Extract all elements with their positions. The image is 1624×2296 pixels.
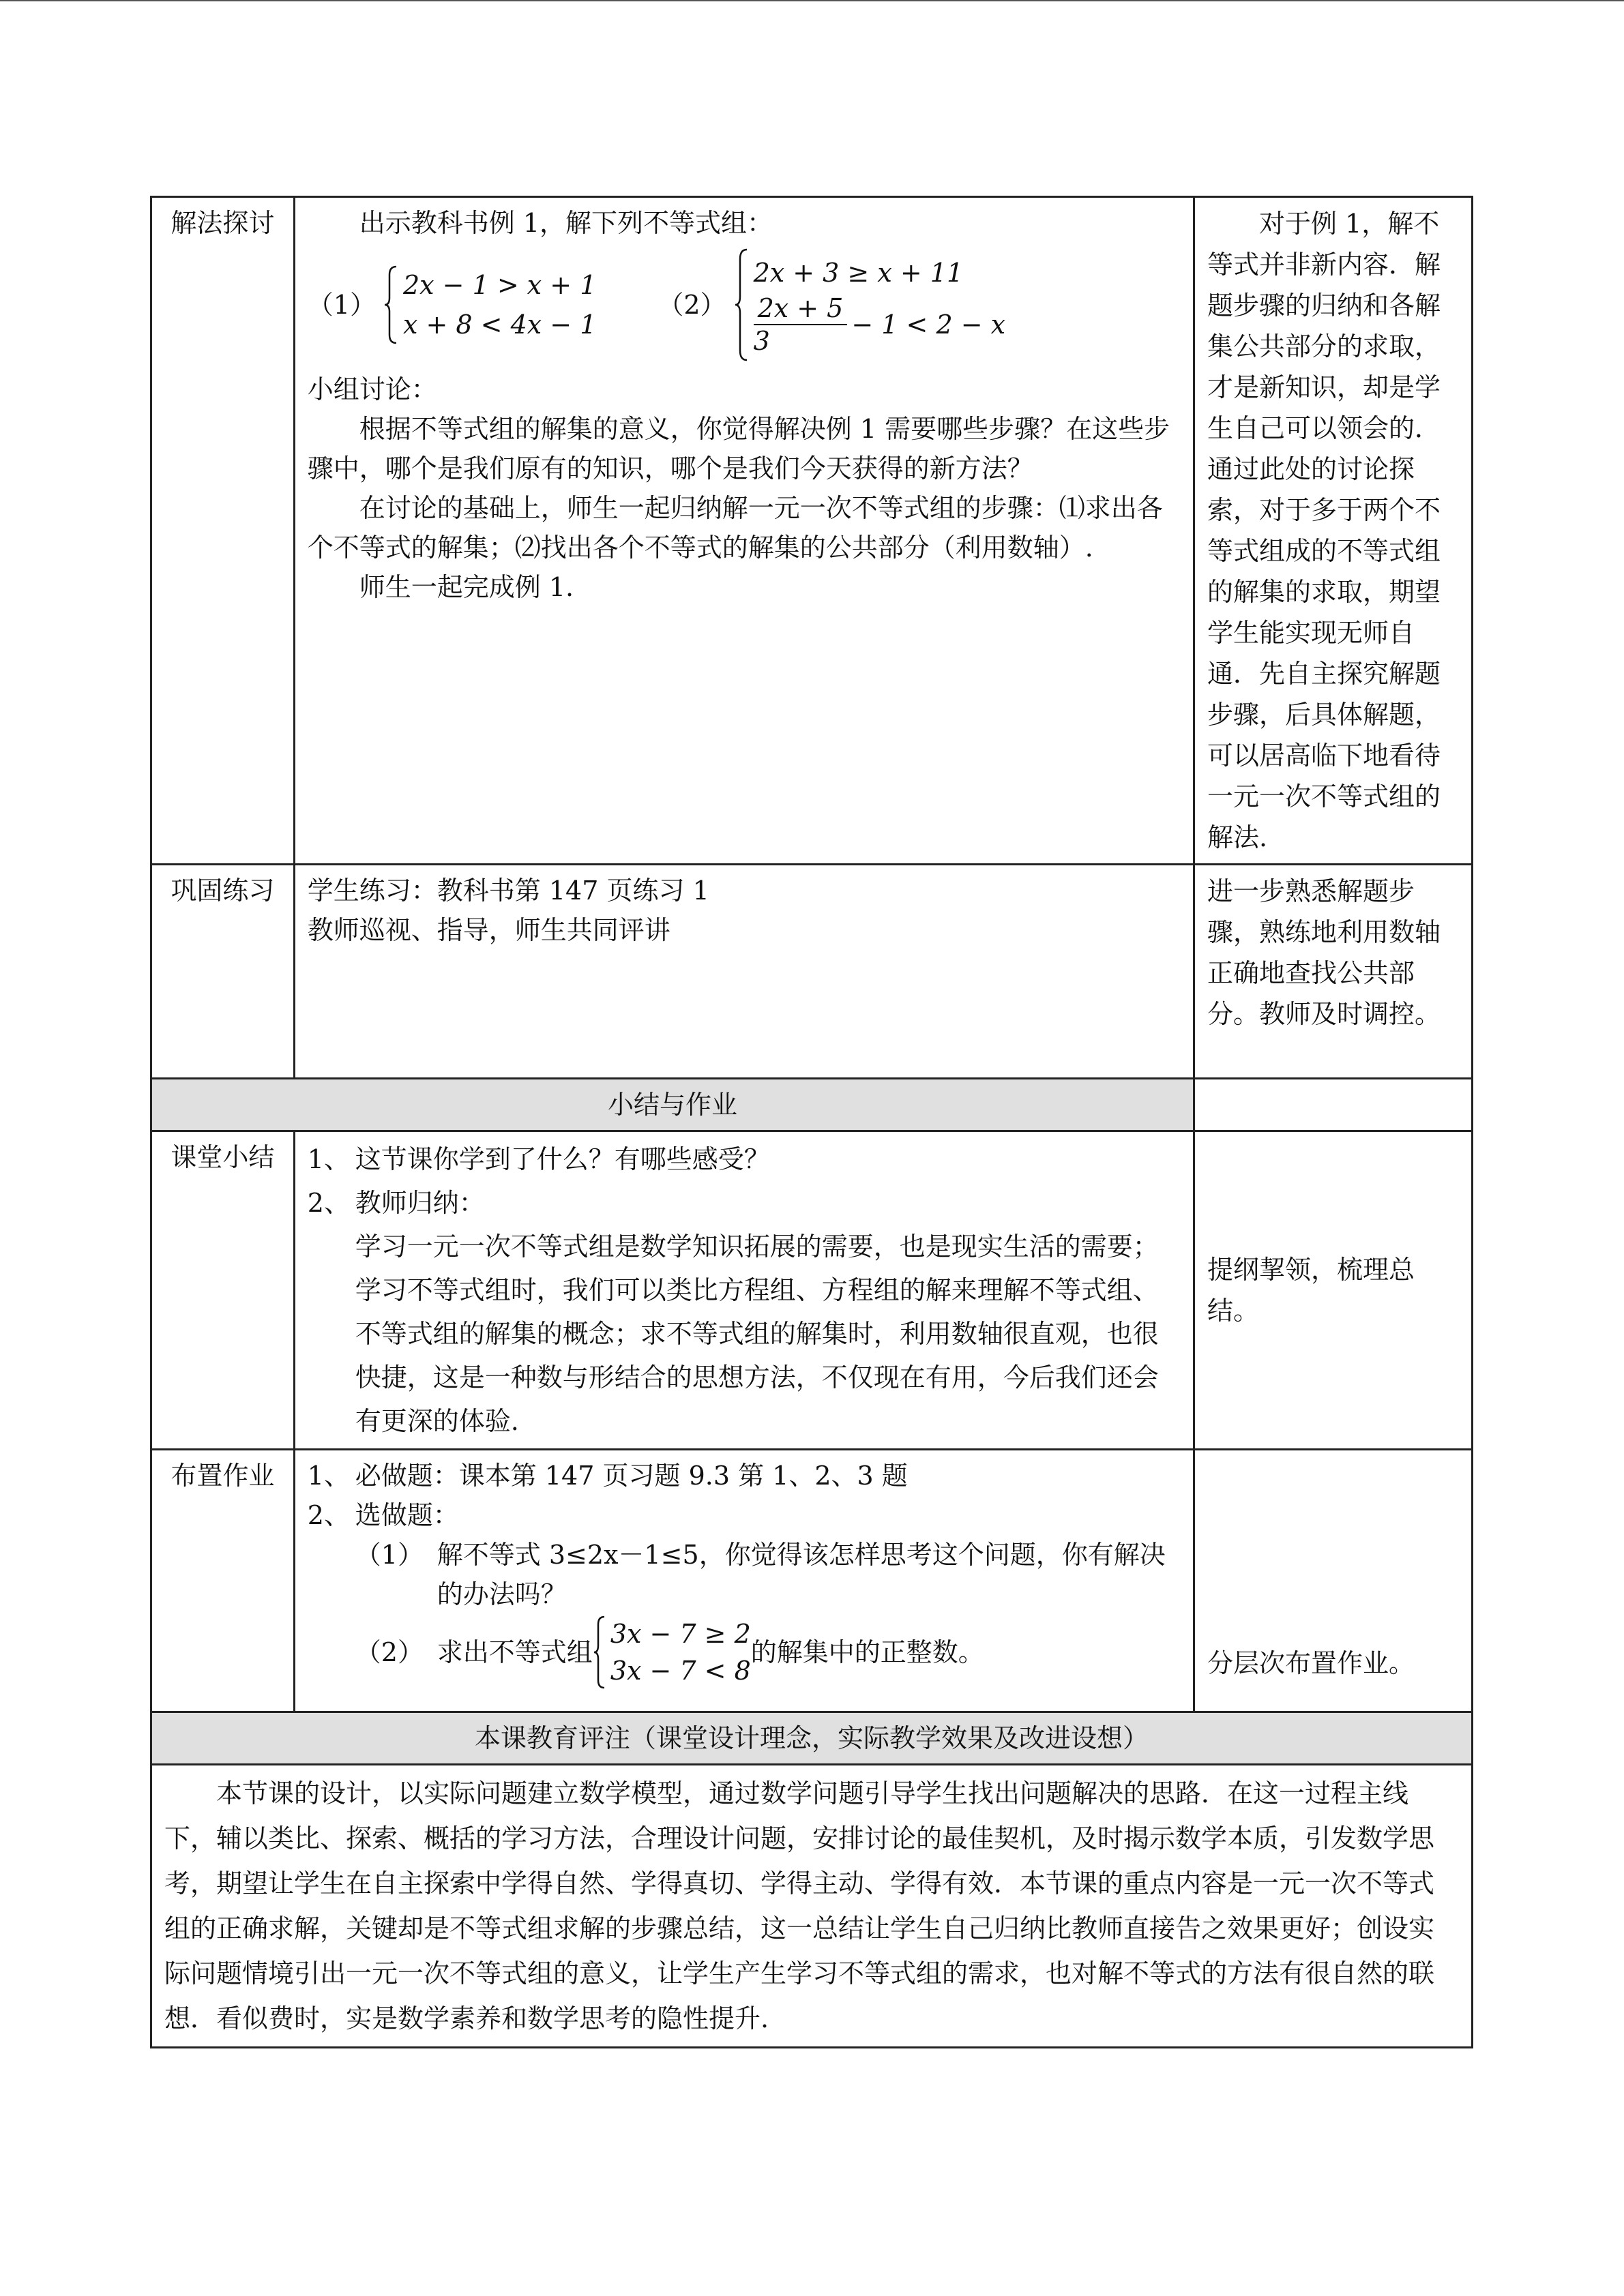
- teacher-summary-body: 学习一元一次不等式组是数学知识拓展的需要，也是现实生活的需要；学习不等式组时，我们可以类比方程组、方程组的解来理解不等式组、不等式组的解集的概念；求不等式组的解集时，利用数轴很直观，也很快捷，这是一种数与形结合的思想方法，不仅现在有用，今后我们还会有更深的体验.: [355, 1232, 1159, 1436]
- row-method-discussion: [151, 197, 1473, 865]
- row-homework: [151, 1450, 1473, 1712]
- review-cell: [151, 1765, 1473, 2048]
- system2-inequality-2-rest: − 1 < 2 − x: [851, 310, 1006, 340]
- left-brace-icon: [383, 264, 399, 346]
- list-item-text: 这节课你学到了什么？有哪些感受？: [355, 1144, 770, 1174]
- system2-inequality-1: 2x + 3 ≥ x + 11: [753, 258, 964, 288]
- list-item-text: 教师归纳：: [355, 1188, 485, 1218]
- note-method: [1194, 197, 1473, 865]
- content-homework: [294, 1450, 1194, 1712]
- summary-header: 小结与作业: [151, 1079, 1194, 1131]
- homework-inequality-1: 3x − 7 ≥ 2: [610, 1619, 751, 1649]
- system2-tag: （2）: [658, 290, 726, 320]
- homework-inequality-2: 3x − 7 < 8: [610, 1656, 751, 1686]
- summary-list: [308, 1137, 1181, 1443]
- content-practice: [294, 865, 1194, 1079]
- row-label-practice: 巩固练习: [151, 865, 295, 1079]
- row-label-method: 解法探讨: [151, 197, 295, 865]
- content-summary: [294, 1131, 1194, 1450]
- example-intro: 出示教科书例 1，解下列不等式组：: [359, 208, 773, 238]
- complete-example: 师生一起完成例 1.: [359, 572, 574, 602]
- content-method: [294, 197, 1194, 865]
- group-discussion-title: 小组讨论：: [307, 374, 437, 404]
- note-practice-text: 进一步熟悉解题步骤，熟练地利用数轴正确地查找公共部分。教师及时调控。: [1207, 876, 1441, 1029]
- list-item-number: 1、: [307, 1461, 350, 1491]
- practice-line-1: 学生练习：教科书第 147 页练习 1: [307, 876, 709, 906]
- system1-inequality-2: x + 8 < 4x − 1: [402, 310, 597, 340]
- note-summary-text: 提纲挈领，梳理总结。: [1207, 1255, 1415, 1326]
- note-summary: [1194, 1131, 1473, 1450]
- system1-lines: [403, 265, 596, 344]
- list-item-number: 2、: [307, 1188, 350, 1218]
- fraction-numerator: 2x + 5: [754, 293, 848, 325]
- homework-list: [308, 1456, 1181, 1690]
- list-item-text: 解不等式 3≤2x－1≤5，你觉得该怎样思考这个问题，你有解决的办法吗？: [437, 1540, 1166, 1609]
- row-class-summary: [151, 1131, 1473, 1450]
- optional-list: [308, 1535, 1181, 1690]
- list-item-number: （1）: [355, 1540, 424, 1570]
- review-header: 本课教育评注（课堂设计理念，实际教学效果及改进设想）: [151, 1712, 1473, 1765]
- fraction-denominator: 3: [753, 326, 770, 356]
- list-item-number: 1、: [307, 1144, 350, 1174]
- row-practice: [151, 865, 1473, 1079]
- system2-lines: [754, 253, 1006, 357]
- list-item-number: （2）: [355, 1637, 424, 1667]
- list-item-number: 2、: [307, 1500, 350, 1530]
- row-label-homework: 布置作业: [151, 1450, 295, 1712]
- steps-summary: 在讨论的基础上，师生一起归纳解一元一次不等式组的步骤：⑴求出各个不等式的解集；⑵找出各个不等式的解集的公共部分（利用数轴）.: [307, 493, 1163, 563]
- note-method-text: 对于例 1，解不等式并非新内容．解题步骤的归纳和各解集公共部分的求取，才是新知识，却是学生自己可以领会的．通过此处的讨论探索，对于多于两个不等式组成的不等式组的解集的求取，期望学生能实现无师自通．先自主探究解题步骤，后具体解题，可以居高临下地看待一元一次不等式组的解法.: [1207, 209, 1441, 852]
- practice-line-2: 教师巡视、指导，师生共同评讲: [307, 915, 670, 945]
- list-item: [355, 1614, 1181, 1690]
- review-text: 本节课的设计，以实际问题建立数学模型，通过数学问题引导学生找出问题解决的思路．在这一过程主线下，辅以类比、探索、概括的学习方法，合理设计问题，安排讨论的最佳契机，及时揭示数学本质，引发数学思考，期望让学生在自主探索中学得自然、学得真切、学得主动、学得有效．本节课的重点内容是一元一次不等式组的正确求解，关键却是不等式组求解的步骤总结，这一总结让学生自己归纳比教师直接告之效果更好；创设实际问题情境引出一元一次不等式组的意义，让学生产生学习不等式组的需求，也对解不等式的方法有很自然的联想．看似费时，实是数学素养和数学思考的隐性提升.: [164, 1778, 1435, 2033]
- homework-system-lines: [610, 1615, 751, 1689]
- list-item: [308, 1456, 1181, 1495]
- page-top-rule: [0, 0, 1624, 1]
- note-homework: [1194, 1450, 1473, 1712]
- row-label-summary: 课堂小结: [151, 1131, 295, 1450]
- system1-tag: （1）: [307, 290, 376, 320]
- left-brace-icon: [733, 247, 750, 363]
- list-item-text: 必做题：课本第 147 页习题 9.3 第 1、2、3 题: [355, 1461, 908, 1491]
- homework-system: [593, 1614, 751, 1690]
- discussion-question: 根据不等式组的解集的意义，你觉得解决例 1 需要哪些步骤？在这些步骤中，哪个是我们原有的知识，哪个是我们今天获得的新方法？: [307, 414, 1170, 483]
- list-item-text-after: 的解集中的正整数。: [750, 1637, 984, 1667]
- list-item: [308, 1495, 1181, 1535]
- list-item-text-before: 求出不等式组: [437, 1637, 593, 1667]
- row-summary-header: [151, 1079, 1473, 1131]
- note-practice: [1194, 865, 1473, 1079]
- list-item: [308, 1181, 1181, 1225]
- row-review-body: [151, 1765, 1473, 2048]
- system2-fraction: [754, 293, 848, 357]
- summary-header-empty: [1194, 1079, 1473, 1131]
- example-systems: [308, 247, 1181, 363]
- lesson-plan-table: [150, 196, 1473, 2048]
- list-item: [308, 1137, 1181, 1181]
- left-brace-icon: [593, 1614, 606, 1690]
- system1-inequality-1: 2x − 1 > x + 1: [402, 270, 597, 300]
- row-review-header: [151, 1712, 1473, 1765]
- list-item-text: 选做题：: [355, 1500, 459, 1530]
- note-homework-text: 分层次布置作业。: [1207, 1648, 1415, 1678]
- list-item: [355, 1535, 1181, 1614]
